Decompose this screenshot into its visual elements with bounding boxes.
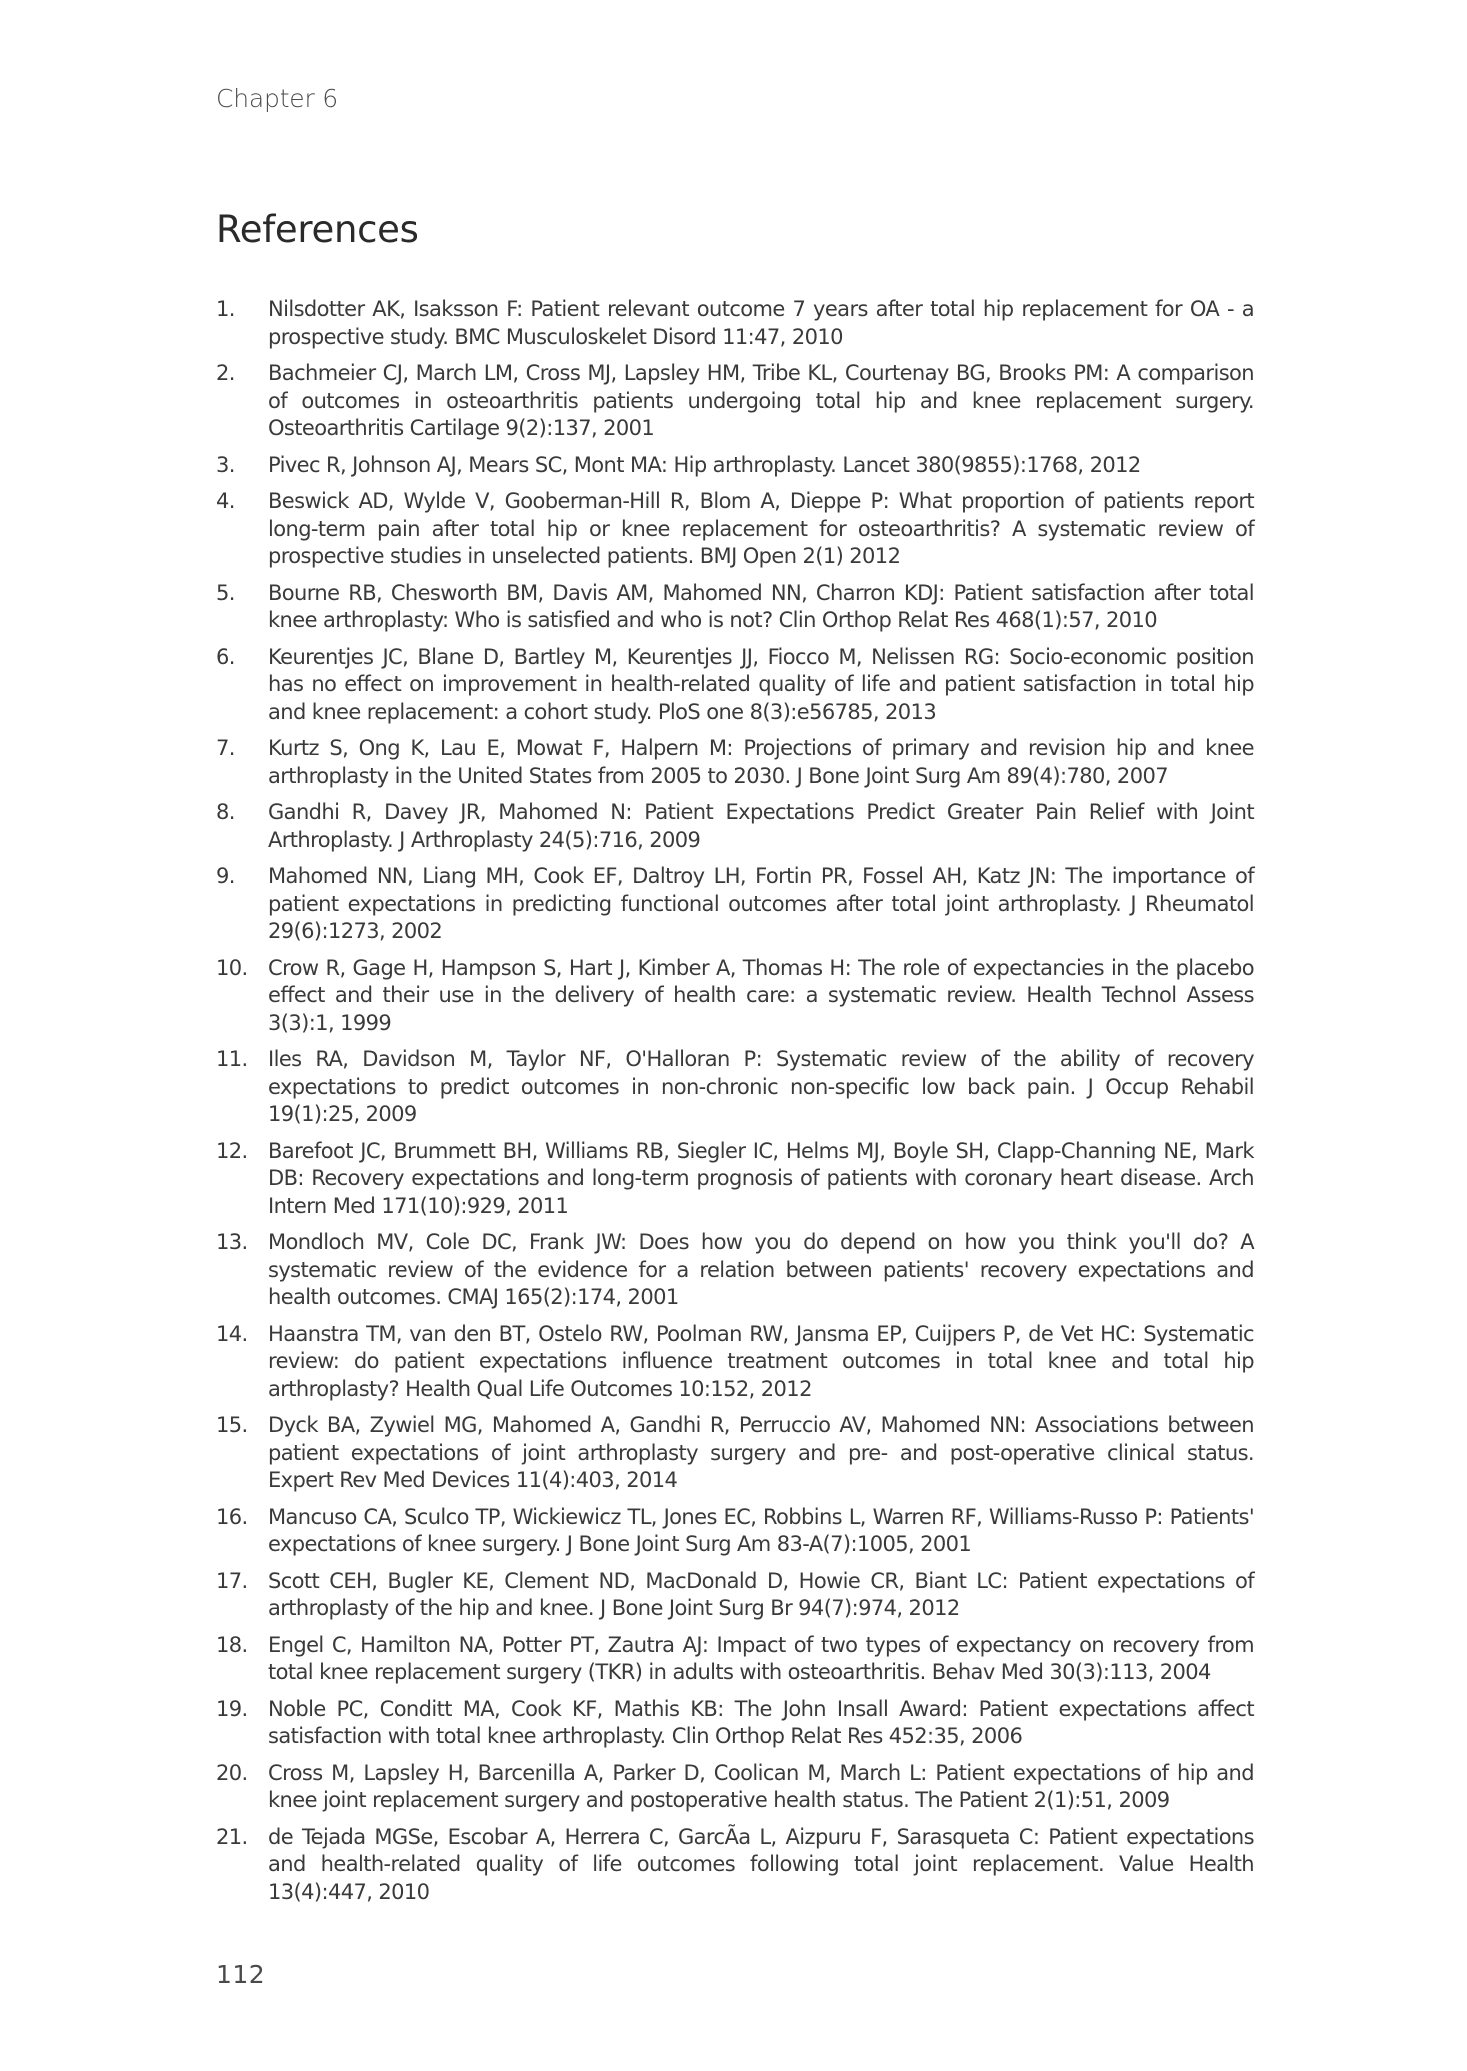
reference-list — [216, 296, 1254, 1915]
reference-number: 13. — [216, 1230, 248, 1254]
reference-item — [216, 1696, 1254, 1751]
reference-text: de Tejada MGSe, Escobar A, Herrera C, GarcÃa L, Aizpuru F, Sarasqueta C: Patient expectations and health-related quality of life outcomes following total joint replacement. Value Health 13(4):447, 2010 — [268, 1824, 1254, 1904]
reference-number: 10. — [216, 955, 248, 980]
reference-item — [216, 1824, 1254, 1907]
reference-text: Mancuso CA, Sculco TP, Wickiewicz TL, Jones EC, Robbins L, Warren RF, Williams-Russo P: Patients' expectations of knee surgery. J Bone Joint Surg Am 83-A(7):1005, 2001 — [268, 1504, 1254, 1556]
section-title: References — [216, 208, 419, 251]
reference-number: 4. — [216, 489, 235, 513]
reference-text: Bachmeier CJ, March LM, Cross MJ, Lapsley HM, Tribe KL, Courtenay BG, Brooks PM: A comparison of outcomes in osteoarthritis patients undergoing total hip and knee replacement surgery. Osteoarthritis Cartilage 9(2):137, 2001 — [268, 361, 1254, 440]
reference-item — [216, 296, 1254, 351]
reference-item — [216, 1046, 1254, 1129]
reference-number: 14. — [216, 1321, 248, 1346]
reference-item — [216, 644, 1254, 727]
reference-number: 21. — [216, 1824, 248, 1849]
reference-text: Barefoot JC, Brummett BH, Williams RB, Siegler IC, Helms MJ, Boyle SH, Clapp-Channing NE, Mark DB: Recovery expectations and long-term prognosis of patients with coronary heart disease. Arch Intern Med 171(10):929, 2011 — [268, 1138, 1254, 1218]
reference-text: Scott CEH, Bugler KE, Clement ND, MacDonald D, Howie CR, Biant LC: Patient expectations of arthroplasty of the hip and knee. J Bone Joint Surg Br 94(7):974, 2012 — [268, 1568, 1254, 1620]
reference-item — [216, 799, 1254, 854]
reference-item — [216, 1632, 1254, 1687]
reference-number: 11. — [216, 1047, 248, 1071]
reference-text: Dyck BA, Zywiel MG, Mahomed A, Gandhi R, Perruccio AV, Mahomed NN: Associations between patient expectations of joint arthroplasty surgery and pre- and post-operative clinical status. Expert Rev Med Devices 11(4):403, 2014 — [268, 1413, 1254, 1492]
reference-text: Engel C, Hamilton NA, Potter PT, Zautra AJ: Impact of two types of expectancy on recovery from total knee replacement surgery (TKR) in adults with osteoarthritis. Behav Med 30(3):113, 2004 — [268, 1632, 1254, 1684]
reference-text: Bourne RB, Chesworth BM, Davis AM, Mahomed NN, Charron KDJ: Patient satisfaction after total knee arthroplasty: Who is satisfied and who is not? Clin Orthop Relat Res 468(1):57, 2010 — [268, 580, 1254, 632]
reference-number: 17. — [216, 1568, 248, 1593]
reference-item — [216, 955, 1254, 1038]
reference-item — [216, 452, 1254, 480]
reference-number: 6. — [216, 644, 235, 669]
reference-item — [216, 1760, 1254, 1815]
page-number: 112 — [216, 1960, 266, 1989]
reference-text: Beswick AD, Wylde V, Gooberman-Hill R, Blom A, Dieppe P: What proportion of patients report long-term pain after total hip or knee replacement for osteoarthritis? A systematic review of prospective studies in unselected patients. BMJ Open 2(1) 2012 — [268, 489, 1254, 568]
reference-item — [216, 1412, 1254, 1495]
reference-item — [216, 735, 1254, 790]
reference-text: Kurtz S, Ong K, Lau E, Mowat F, Halpern M: Projections of primary and revision hip and knee arthroplasty in the United States from 2005 to 2030. J Bone Joint Surg Am 89(4):780, 2007 — [268, 736, 1254, 788]
reference-item — [216, 488, 1254, 571]
reference-text: Nilsdotter AK, Isaksson F: Patient relevant outcome 7 years after total hip replacement for OA - a prospective study. BMC Musculoskelet Disord 11:47, 2010 — [268, 297, 1254, 349]
reference-text: Mahomed NN, Liang MH, Cook EF, Daltroy LH, Fortin PR, Fossel AH, Katz JN: The importance of patient expectations in predicting functional outcomes after total joint arthroplasty. J Rheumatol 29(6):1273, 2002 — [268, 864, 1254, 943]
reference-number: 20. — [216, 1760, 248, 1785]
reference-text: Noble PC, Conditt MA, Cook KF, Mathis KB: The John Insall Award: Patient expectations affect satisfaction with total knee arthroplasty. Clin Orthop Relat Res 452:35, 2006 — [268, 1696, 1254, 1748]
reference-number: 12. — [216, 1138, 248, 1163]
reference-number: 5. — [216, 580, 235, 605]
reference-text: Cross M, Lapsley H, Barcenilla A, Parker D, Coolican M, March L: Patient expectations of hip and knee joint replacement surgery and postoperative health status. The Patient 2(1):51, 2009 — [268, 1760, 1254, 1812]
reference-text: Gandhi R, Davey JR, Mahomed N: Patient Expectations Predict Greater Pain Relief with Joint Arthroplasty. J Arthroplasty 24(5):716, 2009 — [268, 800, 1254, 852]
reference-item — [216, 1321, 1254, 1404]
reference-text: Crow R, Gage H, Hampson S, Hart J, Kimber A, Thomas H: The role of expectancies in the placebo effect and their use in the delivery of health care: a systematic review. Health Technol Assess 3(3):1, 1999 — [268, 955, 1254, 1035]
reference-number: 3. — [216, 452, 235, 477]
reference-text: Pivec R, Johnson AJ, Mears SC, Mont MA: Hip arthroplasty. Lancet 380(9855):1768, 2012 — [268, 452, 1141, 477]
reference-text: Mondloch MV, Cole DC, Frank JW: Does how you do depend on how you think you'll do? A systematic review of the evidence for a relation between patients' recovery expectations and health outcomes. CMAJ 165(2):174, 2001 — [268, 1230, 1254, 1309]
reference-text: Iles RA, Davidson M, Taylor NF, O'Halloran P: Systematic review of the ability of recovery expectations to predict outcomes in non-chronic non-specific low back pain. J Occup Rehabil 19(1):25, 2009 — [268, 1047, 1254, 1126]
running-header-chapter: Chapter 6 — [216, 84, 339, 113]
reference-item — [216, 580, 1254, 635]
reference-item — [216, 360, 1254, 443]
reference-number: 8. — [216, 800, 235, 824]
reference-text: Keurentjes JC, Blane D, Bartley M, Keurentjes JJ, Fiocco M, Nelissen RG: Socio-economic position has no effect on improvement in health-related quality of life and patient satisfaction in total hip and knee replacement: a cohort study. PloS one 8(3):e56785, 2013 — [268, 644, 1254, 724]
reference-number: 19. — [216, 1696, 248, 1721]
reference-number: 1. — [216, 297, 235, 321]
reference-number: 18. — [216, 1632, 248, 1657]
reference-number: 7. — [216, 736, 235, 760]
reference-number: 9. — [216, 864, 235, 888]
reference-item — [216, 1229, 1254, 1312]
reference-number: 2. — [216, 361, 235, 385]
reference-text: Haanstra TM, van den BT, Ostelo RW, Poolman RW, Jansma EP, Cuijpers P, de Vet HC: Systematic review: do patient expectations influence treatment outcomes in total knee and total hip arthroplasty? Health Qual Life Outcomes 10:152, 2012 — [268, 1321, 1254, 1401]
reference-item — [216, 1138, 1254, 1221]
reference-number: 16. — [216, 1504, 248, 1529]
reference-item — [216, 1568, 1254, 1623]
reference-number: 15. — [216, 1413, 248, 1437]
reference-item — [216, 1504, 1254, 1559]
reference-item — [216, 863, 1254, 946]
